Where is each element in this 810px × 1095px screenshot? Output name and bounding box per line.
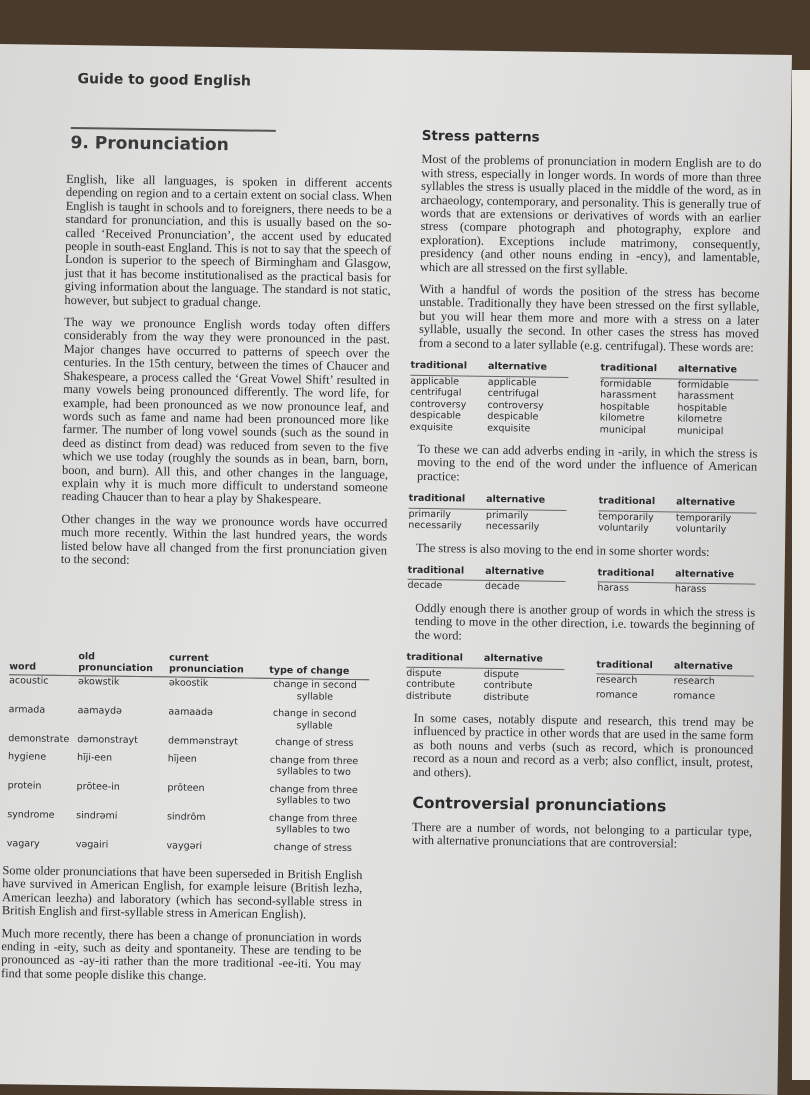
column-header: word [9, 650, 78, 675]
table-cell: necessarily [485, 520, 540, 533]
table-cell: harass [674, 583, 707, 596]
table-cell: sindrəmi [76, 809, 118, 822]
table-cell: sindrōm [166, 810, 206, 823]
paragraph: In some cases, notably dispute and research, this trend may be influenced by practice in other words that are used in the same form as both nouns and verbs (such as record, which is pronounced record as a noun and record as a verb; also conflict, insult, protest, and others). [412, 710, 754, 780]
table-row [7, 838, 367, 861]
table-cell: harassment [677, 390, 735, 403]
left-column [61, 173, 393, 580]
column-header: traditional [600, 362, 678, 379]
table-cell: əkowstik [77, 676, 120, 688]
paragraph: The way we pronounce English words today often differs considerably from the way they were pronounced in the past. Major changes have occurred to patterns of speech over the centuries. In the 15th century, between the times of Chaucer and Shakespeare, a process called the ‘Great Vowel Shift’ resulted in many vowels being pronounced differently. The word life, for example, had been pronounced as we now pronounce leaf, and words such as fame and name had been pronounced more like farmer. The number of long vowel sounds (such as the sound in deed as distinct from dead) was reduced from seven to the five which we use today (roughly the sounds as in bean, barn, born, boon, and burn). All this, and other changes in the language, explain why it is much more difficult to understand someone reading Chaucer than to hear a play by Shakespeare. [61, 314, 391, 507]
table-row [596, 690, 754, 707]
column-header: alternative [678, 363, 759, 380]
table-cell: change from three syllables to two [269, 783, 358, 807]
column-header: alternative [484, 652, 565, 669]
table-cell: dispute [406, 667, 442, 679]
table-cell: protein [7, 779, 42, 792]
paragraph: English, like all languages, is spoken in different accents depending on region and to a certain extent on social class. When English is taught in schools and to foreigners, there needs to be a standard for pronunciation, and this is usually based on the so-called ‘Received Pronunciation’, the accent used by educated people in south-east England. This is not to say that the speech of London is superior to the speech of Birmingham and Glasgow, just that it has become institutionalised as the practical basis for giving information about the language. The standard is not static, however, but subject to gradual change. [64, 171, 393, 310]
table-row [407, 580, 565, 594]
table-pair [408, 492, 757, 536]
table-cell: distribute [483, 691, 530, 704]
table-cell: change in second syllable [272, 707, 357, 732]
table-cell: primarily [408, 508, 452, 520]
right-column [405, 127, 762, 861]
column-header: old pronunciation [78, 651, 169, 677]
table-cell: aamaydə [77, 705, 122, 717]
column-header: traditional [409, 492, 487, 509]
column-header: type of change [269, 654, 369, 680]
column-header: traditional [408, 564, 486, 581]
table-cell: change in second syllable [273, 678, 357, 703]
table-cell: despicable [409, 409, 461, 422]
table-cell: primarily [485, 509, 529, 522]
table-cell: formidable [677, 378, 730, 391]
table-cell: change of stress [273, 841, 353, 854]
stress-table [596, 654, 755, 707]
running-head: Guide to good English [77, 71, 252, 90]
table-cell: decade [407, 580, 443, 592]
left-column-lower [1, 864, 363, 994]
table-cell: dispute [483, 668, 520, 680]
table-cell: change from three syllables to two [269, 812, 358, 836]
column-header: traditional [596, 654, 674, 676]
column-header: traditional [410, 359, 488, 376]
adjacent-pages-edge [792, 70, 810, 1080]
table-cell: exquisite [409, 421, 453, 433]
table-cell: controversy [487, 399, 544, 412]
column-header: alternative [488, 360, 569, 377]
paragraph: Oddly enough there is another group of words in which the stress is tending to move in the other direction, i.e. towards the beginning of the word: [414, 600, 756, 643]
column-header: current pronunciation [169, 652, 270, 678]
paragraph: The stress is also moving to the end in some shorter words: [415, 540, 710, 559]
table-cell: romance [595, 689, 638, 702]
column-header: traditional [599, 495, 677, 512]
table-cell: municipal [599, 423, 647, 436]
table-cell: distribute [405, 690, 452, 702]
heading-controversial: Controversial pronunciations [412, 793, 667, 816]
table-cell: exquisite [487, 422, 531, 434]
table-cell: applicable [487, 376, 537, 389]
table-cell: vəgairi [75, 838, 109, 851]
table-cell: harass [597, 582, 630, 595]
paragraph: Much more recently, there has been a change of pronunciation in words ending in -eity, such as deity and spontaneity. These are tending to be pronounced as -ay-iti rather than the more traditional -ee-iti. You may find that some people dislike this change. [0, 925, 362, 983]
column-header: alternative [485, 565, 566, 582]
table-cell: demonstrate [8, 733, 70, 746]
stress-table [598, 495, 757, 537]
table-cell: applicable [410, 375, 460, 387]
table-cell: formidable [600, 377, 652, 390]
table-row [598, 523, 756, 537]
paragraph: With a handful of words the position of the stress has become unstable. Traditionally they have been stressed on the first syllable, but you will hear them more and more with a stress on a later syllable, usually the second. In other cases the stress has moved from a second to a later syllable (e.g. centrifugal). These words are: [418, 281, 760, 355]
table-pair [410, 359, 759, 438]
column-header: alternative [675, 568, 756, 585]
table-cell: vagary [6, 837, 40, 850]
table-row [600, 424, 758, 438]
table-pair [406, 651, 755, 707]
table-cell: contribute [406, 678, 456, 691]
table-cell: change of stress [275, 736, 354, 750]
column-header: alternative [486, 493, 567, 510]
table-row [406, 690, 564, 704]
table-cell: contribute [483, 679, 533, 692]
column-header: traditional [406, 651, 484, 668]
section-title: 9. Pronunciation [70, 132, 229, 156]
table-cell: municipal [677, 424, 724, 437]
table-cell: harassment [600, 389, 657, 402]
table-row [408, 520, 566, 534]
paragraph: To these we can add adverbs ending in -arily, in which the stress is moving to the end of the word under the influence of American practice: [416, 441, 758, 484]
table-cell: research [673, 675, 715, 688]
stress-table [600, 362, 759, 438]
table-cell: voluntarily [598, 522, 649, 535]
table-cell: hospitable [677, 401, 728, 414]
book-page [0, 44, 792, 1095]
table-cell: change from three syllables to two [269, 754, 359, 778]
stress-table [408, 492, 567, 534]
column-header: traditional [598, 566, 676, 583]
table-cell: əkoostik [168, 677, 209, 689]
table-cell: kilometre [599, 412, 645, 425]
column-header: alternative [674, 655, 755, 677]
table-cell: decade [484, 581, 520, 593]
table-cell: temporarily [675, 512, 732, 524]
table-cell: hospitable [599, 400, 650, 413]
stress-table [407, 564, 565, 594]
pronunciation-change-table [7, 650, 370, 860]
table-cell: demmənstrayt [167, 735, 239, 748]
table-row [597, 582, 755, 596]
table-cell: centrifugal [410, 386, 462, 399]
table-cell: controversy [409, 398, 467, 411]
stress-table [410, 359, 569, 435]
table-cell: acoustic [9, 675, 49, 687]
paragraph: There are a number of words, not belonging to a particular type, with alternative pronunciations that are controversial: [411, 819, 753, 851]
paragraph: Most of the problems of pronunciation in modern English are to do with stress, especially in longer words. In words of more than three syllables the stress is usually placed in the middle of the word, as in archaeology, contemporary, and personality. This is generally true of words that are extensions or derivatives of words with an earlier stress (compare photograph and photography, explore and exploration). Exceptions include matrimony, consequently, presidency (and other nouns ending in -ency), and lamentable, which are all stressed on the first syllable. [419, 152, 762, 277]
table-cell: armada [8, 704, 46, 716]
table-cell: prōtee-in [76, 780, 120, 793]
stress-table [406, 651, 565, 704]
table-cell: temporarily [598, 511, 654, 523]
stress-table [597, 566, 755, 596]
paragraph: Some older pronunciations that have been superseded in British English have survived in American English, for example leisure (British lezhə, American leezhə) and laboratory (which has second-syllable stress in British English and first-syllable stress in American English). [1, 863, 363, 922]
column-header: alternative [676, 496, 757, 513]
table-row [410, 421, 568, 435]
table-cell: romance [673, 690, 716, 703]
table-cell: research [596, 674, 638, 687]
heading-stress-patterns: Stress patterns [421, 127, 540, 146]
table-cell: voluntarily [675, 523, 727, 536]
table-cell: aamaadə [168, 706, 213, 719]
table-cell: hygiene [7, 750, 47, 763]
table-cell: necessarily [408, 519, 462, 532]
table-cell: prōteen [167, 781, 205, 794]
table-cell: vaygəri [166, 839, 203, 852]
table-cell: hīji-een [76, 751, 113, 764]
section-rule [71, 127, 276, 132]
table-pair [407, 564, 755, 597]
table-cell: centrifugal [487, 387, 539, 400]
table-cell: hījeen [167, 752, 197, 765]
table-cell: dəmonstrayt [77, 734, 139, 746]
paragraph: Other changes in the way we pronounce words have occurred much more recently. Within the last hundred years, the words listed below have all changed from the first pronunciation given to the second: [60, 511, 388, 567]
table-cell: despicable [487, 410, 539, 423]
table-cell: syndrome [7, 808, 55, 821]
table-cell: kilometre [677, 413, 723, 426]
